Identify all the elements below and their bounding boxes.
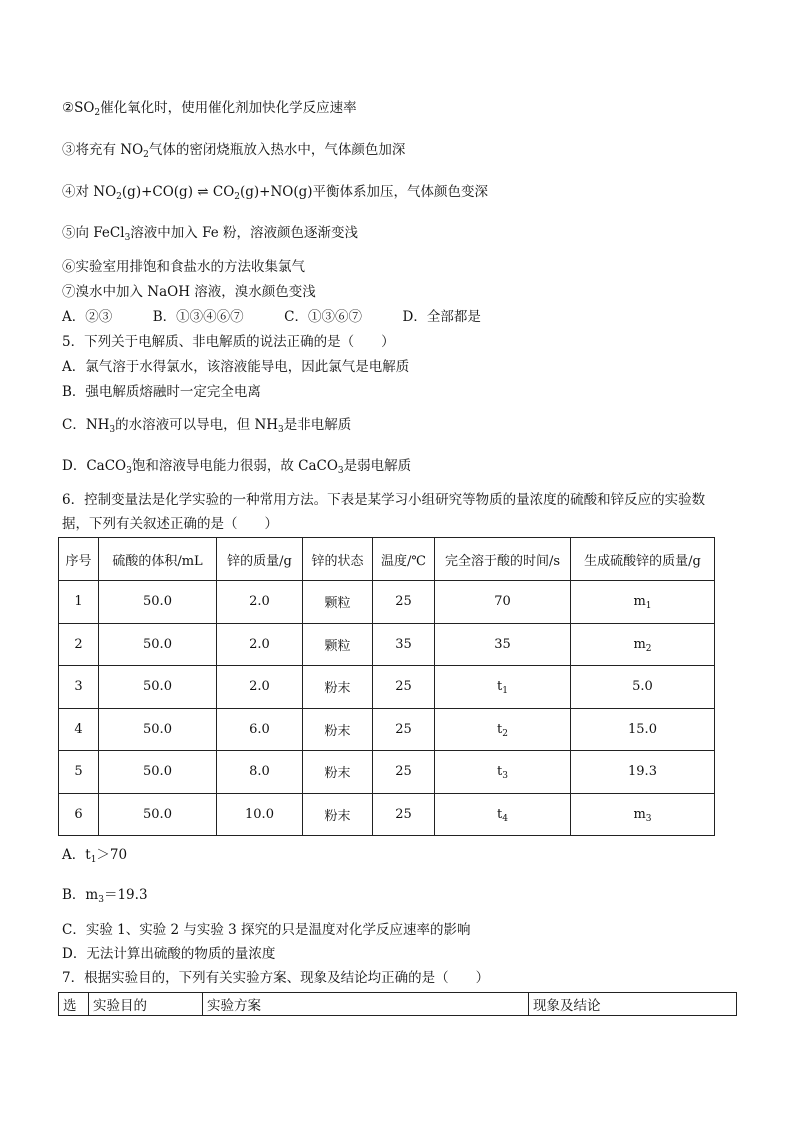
q6-option-b: B．$m_3=19.3$ bbox=[62, 887, 148, 905]
header-index: 序号 bbox=[59, 538, 99, 581]
zinc-state-cell: 颗粒 bbox=[303, 581, 373, 624]
temperature-cell: 25 bbox=[373, 751, 435, 794]
q5-option-c: C．$NH_3$的水溶液可以导电，但 $NH_3$是非电解质 bbox=[62, 417, 352, 435]
q6-option-a: A．$t_1>70$ bbox=[62, 847, 128, 865]
row-index-cell: 4 bbox=[59, 708, 99, 751]
q6-option-d: D．无法计算出硫酸的物质的量浓度 bbox=[62, 946, 276, 962]
dissolve-time-cell: 70 bbox=[435, 581, 571, 624]
table-row bbox=[59, 793, 715, 836]
temperature-cell: 25 bbox=[373, 581, 435, 624]
zinc-state-cell: 粉末 bbox=[303, 666, 373, 709]
product-mass-cell: 19.3 bbox=[571, 751, 715, 794]
q7-header-plan: 实验方案 bbox=[203, 993, 529, 1016]
q4-item-2: $②SO_2$催化氧化时，使用催化剂加快化学反应速率 bbox=[62, 100, 357, 118]
product-mass-cell: $m_1$ bbox=[571, 581, 715, 624]
zinc-mass-cell: 2.0 bbox=[217, 581, 303, 624]
q6-option-c: C．实验 1、实验 2 与实验 3 探究的只是温度对化学反应速率的影响 bbox=[62, 922, 471, 938]
acid-volume-cell: 50.0 bbox=[99, 666, 217, 709]
zinc-state-cell: 粉末 bbox=[303, 751, 373, 794]
header-dissolve-time: 完全溶于酸的时间/s bbox=[435, 538, 571, 581]
q6-stem-line2: 据，下列有关叙述正确的是（ ） bbox=[62, 516, 278, 532]
table-row bbox=[59, 581, 715, 624]
dissolve-time-cell: 35 bbox=[435, 623, 571, 666]
temperature-cell: 35 bbox=[373, 623, 435, 666]
header-zinc-mass: 锌的质量/g bbox=[217, 538, 303, 581]
temperature-cell: 25 bbox=[373, 793, 435, 836]
q4-item-4: ④对 $NO_2(g)+CO(g)$ ⇌ $CO_2(g)+NO(g)$平衡体系加压，气体颜色变深 bbox=[62, 184, 489, 202]
acid-volume-cell: 50.0 bbox=[99, 793, 217, 836]
row-index-cell: 2 bbox=[59, 623, 99, 666]
zinc-mass-cell: 10.0 bbox=[217, 793, 303, 836]
header-zinc-state: 锌的状态 bbox=[303, 538, 373, 581]
row-index-cell: 6 bbox=[59, 793, 99, 836]
acid-volume-cell: 50.0 bbox=[99, 751, 217, 794]
temperature-cell: 25 bbox=[373, 708, 435, 751]
acid-volume-cell: 50.0 bbox=[99, 708, 217, 751]
table-row bbox=[59, 666, 715, 709]
q7-stem: 7．根据实验目的，下列有关实验方案、现象及结论均正确的是（ ） bbox=[62, 970, 490, 986]
product-mass-cell: $m_2$ bbox=[571, 623, 715, 666]
table-row bbox=[59, 623, 715, 666]
zinc-state-cell: 颗粒 bbox=[303, 623, 373, 666]
q5-option-d: D．CaCO$_3$饱和溶液导电能力很弱，故 CaCO$_3$是弱电解质 bbox=[62, 458, 412, 476]
q4-item-7: ⑦溴水中加入 NaOH 溶液，溴水颜色变浅 bbox=[62, 284, 316, 300]
zinc-state-cell: 粉末 bbox=[303, 793, 373, 836]
zinc-mass-cell: 2.0 bbox=[217, 623, 303, 666]
table-row bbox=[59, 751, 715, 794]
dissolve-time-cell: $t_3$ bbox=[435, 751, 571, 794]
q5-option-a: A．氯气溶于水得氯水，该溶液能导电，因此氯气是电解质 bbox=[62, 359, 410, 375]
row-index-cell: 1 bbox=[59, 581, 99, 624]
q4-item-3: ③将充有 $NO_2$气体的密闭烧瓶放入热水中，气体颜色加深 bbox=[62, 142, 406, 160]
q4-item-6: ⑥实验室用排饱和食盐水的方法收集氯气 bbox=[62, 259, 305, 275]
product-mass-cell: 15.0 bbox=[571, 708, 715, 751]
acid-volume-cell: 50.0 bbox=[99, 623, 217, 666]
table-row bbox=[59, 708, 715, 751]
product-mass-cell: 5.0 bbox=[571, 666, 715, 709]
table-header-row bbox=[59, 538, 715, 581]
product-mass-cell: $m_3$ bbox=[571, 793, 715, 836]
q7-header-row bbox=[59, 993, 737, 1016]
row-index-cell: 3 bbox=[59, 666, 99, 709]
q7-header-option: 选 bbox=[59, 993, 89, 1016]
acid-volume-cell: 50.0 bbox=[99, 581, 217, 624]
header-acid-volume: 硫酸的体积/mL bbox=[99, 538, 217, 581]
row-index-cell: 5 bbox=[59, 751, 99, 794]
q7-table bbox=[58, 992, 737, 1016]
zinc-mass-cell: 6.0 bbox=[217, 708, 303, 751]
header-temperature: 温度/℃ bbox=[373, 538, 435, 581]
dissolve-time-cell: $t_4$ bbox=[435, 793, 571, 836]
q6-stem-line1: 6．控制变量法是化学实验的一种常用方法。下表是某学习小组研究等物质的量浓度的硫酸和锌反应的实验数 bbox=[62, 492, 706, 508]
experiment-table bbox=[58, 537, 715, 836]
q4-options: A．②③ B．①③④⑥⑦ C．①③⑥⑦ D．全部都是 bbox=[62, 309, 481, 325]
zinc-mass-cell: 8.0 bbox=[217, 751, 303, 794]
q7-header-purpose: 实验目的 bbox=[89, 993, 203, 1016]
zinc-state-cell: 粉末 bbox=[303, 708, 373, 751]
q5-stem: 5．下列关于电解质、非电解质的说法正确的是（ ） bbox=[62, 334, 395, 350]
dissolve-time-cell: $t_2$ bbox=[435, 708, 571, 751]
q4-item-5: ⑤向 FeCl$_3$溶液中加入 Fe 粉，溶液颜色逐渐变浅 bbox=[62, 225, 358, 243]
zinc-mass-cell: 2.0 bbox=[217, 666, 303, 709]
q5-option-b: B．强电解质熔融时一定完全电离 bbox=[62, 384, 261, 400]
temperature-cell: 25 bbox=[373, 666, 435, 709]
dissolve-time-cell: $t_1$ bbox=[435, 666, 571, 709]
q7-header-result: 现象及结论 bbox=[529, 993, 737, 1016]
header-product-mass: 生成硫酸锌的质量/g bbox=[571, 538, 715, 581]
